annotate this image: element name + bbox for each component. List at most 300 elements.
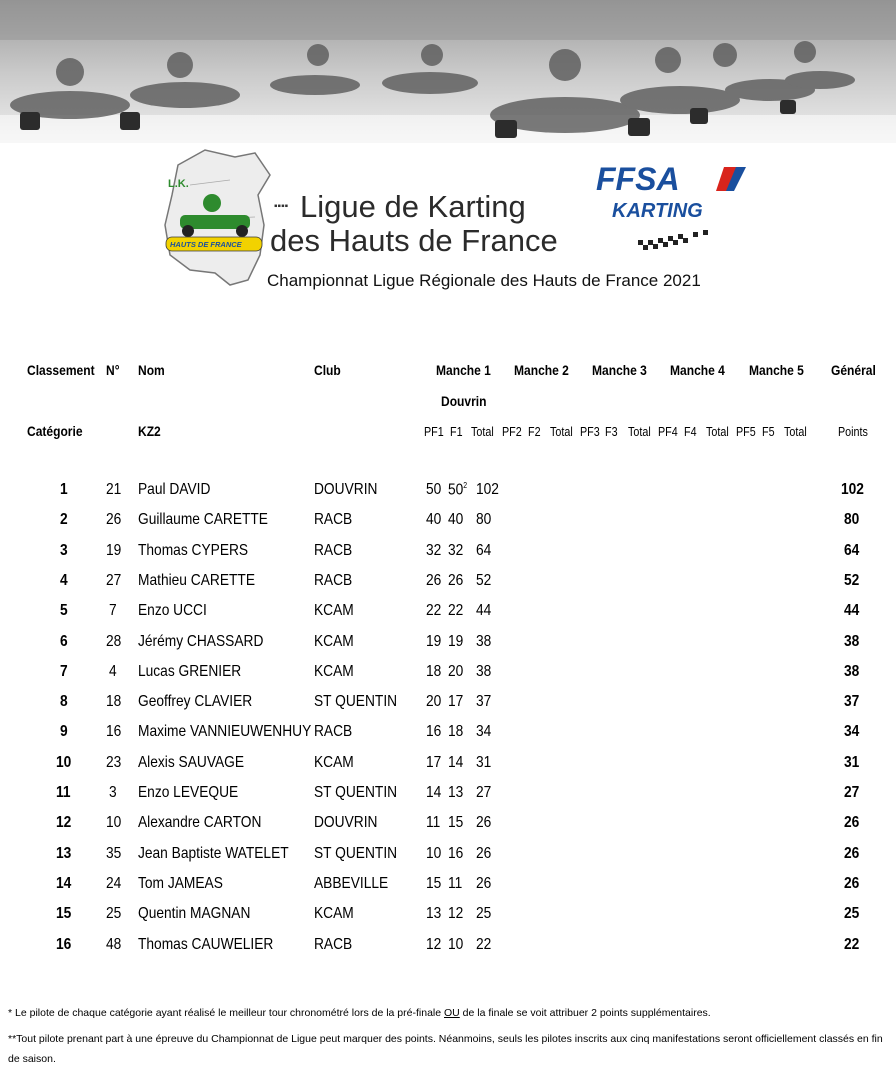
cell-total-value: 80 [476, 511, 492, 529]
cell-number-value: 18 [106, 693, 122, 711]
cell-pf1 [426, 663, 441, 681]
cell-total-value: 52 [476, 571, 492, 589]
cell-points-value: 80 [844, 511, 860, 529]
header-banner-photo [0, 0, 896, 143]
cell-rank [56, 936, 71, 954]
cell-points [844, 572, 859, 590]
cell-club-value: KCAM [314, 662, 354, 680]
cell-number [106, 845, 121, 863]
cell-pf1 [426, 936, 441, 954]
cell-rank-value: 14 [56, 874, 72, 892]
cell-total [476, 693, 491, 711]
cell-number [106, 875, 121, 893]
cell-rank [60, 511, 68, 529]
cell-pf1-value: 11 [426, 814, 441, 832]
cell-points [841, 481, 864, 499]
ffsa-text: FFSA [596, 161, 680, 197]
cell-number [106, 814, 121, 832]
cell-total [476, 572, 491, 590]
header-manche-2: Manche 2 [514, 362, 569, 378]
subcolumn-header: F1 [450, 425, 463, 439]
cell-number-value: 3 [109, 784, 117, 801]
cell-pf1 [426, 814, 440, 832]
cell-club [314, 633, 354, 651]
cell-points [844, 754, 859, 772]
cell-total-value: 22 [476, 935, 492, 953]
cell-pf1-value: 32 [426, 541, 442, 559]
header-manche-5: Manche 5 [749, 362, 804, 378]
cell-f1-value: 13 [448, 784, 464, 801]
cell-total [476, 905, 491, 923]
cell-total [476, 845, 491, 863]
cell-f1-value: 32 [448, 541, 464, 559]
cell-club-value: ST QUENTIN [314, 844, 398, 862]
cell-points-value: 44 [844, 602, 860, 620]
cell-number-value: 19 [106, 541, 122, 559]
cell-points [844, 814, 859, 832]
cell-number [109, 602, 117, 620]
cell-rank-value: 9 [60, 723, 68, 741]
cell-club-value: ABBEVILLE [314, 874, 389, 892]
cell-f1-value: 14 [448, 753, 464, 771]
cell-pf1 [426, 784, 441, 802]
cell-name [138, 542, 248, 560]
cell-f1 [448, 511, 463, 529]
cell-rank [56, 754, 71, 772]
cell-f1 [448, 572, 463, 590]
cell-pf1 [426, 572, 441, 590]
cell-f1 [448, 875, 462, 893]
cell-pf1-value: 50 [426, 481, 442, 498]
cell-name-value: Thomas CAUWELIER [138, 935, 274, 953]
cell-rank-value: 8 [60, 693, 68, 711]
ffsa-karting-text: KARTING [612, 200, 703, 222]
cell-f1-value: 26 [448, 571, 464, 589]
cell-name-value: Maxime VANNIEUWENHUY [138, 723, 312, 741]
cell-number [106, 542, 121, 560]
header-manche-1: Manche 1 [436, 362, 491, 378]
cell-total [476, 814, 491, 832]
cell-total [476, 663, 491, 681]
cell-rank [56, 905, 71, 923]
cell-rank [60, 693, 68, 711]
footnote-classification: **Tout pilote prenant part à une épreuve du Championnat de Ligue peut marquer des points. Néanmoins, seuls les pilotes inscrits aux cinq manifestations seront officiellement classés en fin de saison. [8, 1033, 883, 1065]
cell-number-value: 28 [106, 632, 122, 650]
cell-number [106, 936, 121, 954]
cell-pf1-value: 26 [426, 571, 442, 589]
cell-name-value: Geoffrey CLAVIER [138, 693, 253, 711]
cell-club [314, 875, 388, 893]
cell-pf1-value: 10 [426, 844, 442, 862]
cell-number-value: 23 [106, 753, 122, 771]
footnote-best-lap [8, 1003, 890, 1023]
cell-rank [60, 723, 68, 741]
header-manche-4: Manche 4 [670, 362, 725, 378]
subcolumn-header: F2 [528, 425, 541, 439]
header-general: Général [831, 362, 876, 378]
cell-name [138, 784, 238, 802]
cell-number [106, 723, 121, 741]
league-name-line1: Ligue de Karting [300, 189, 526, 224]
cell-f1-value: 11 [448, 874, 463, 892]
cell-f1-value: 10 [448, 935, 464, 953]
cell-rank [60, 542, 68, 560]
cell-points-value: 37 [844, 693, 860, 711]
cell-number [106, 905, 121, 923]
subcolumn-header: F5 [762, 425, 775, 439]
cell-f1 [448, 542, 463, 560]
cell-club-value: KCAM [314, 905, 354, 923]
cell-club [314, 723, 352, 741]
cell-number-value: 4 [109, 662, 117, 680]
cell-pf1 [426, 754, 441, 772]
cell-name-value: Jérémy CHASSARD [138, 632, 264, 650]
cell-pf1-value: 20 [426, 693, 442, 711]
cell-points [844, 905, 859, 923]
cell-pf1-value: 22 [426, 602, 442, 620]
cell-rank [60, 633, 68, 651]
cell-number [106, 511, 121, 529]
subcolumn-header: Total [550, 425, 573, 439]
cell-pf1 [426, 511, 441, 529]
cell-pf1-value: 19 [426, 632, 442, 650]
cell-total-value: 102 [476, 481, 499, 498]
cell-f1 [448, 602, 463, 620]
cell-f1 [448, 693, 463, 711]
cell-total-value: 26 [476, 814, 492, 832]
cell-pf1-value: 14 [426, 784, 442, 801]
cell-points [844, 845, 859, 863]
cell-rank-value: 2 [60, 511, 68, 529]
cell-rank-value: 7 [60, 662, 68, 680]
cell-f1-value: 15 [448, 814, 464, 832]
cell-club-value: DOUVRIN [314, 481, 378, 498]
header-nom: Nom [138, 362, 165, 378]
cell-f1 [448, 845, 463, 863]
cell-total [476, 542, 491, 560]
cell-number [109, 663, 117, 681]
cell-f1 [448, 481, 467, 499]
cell-name [138, 845, 289, 863]
cell-number-value: 25 [106, 905, 122, 923]
cell-total [476, 936, 491, 954]
cell-total [476, 481, 499, 499]
cell-f1 [448, 663, 463, 681]
footnote-best-lap-end: de la finale se voit attribuer 2 points supplémentaires. [459, 1007, 711, 1019]
cell-club [314, 754, 354, 772]
cell-rank-value: 5 [60, 602, 68, 620]
cell-points-value: 102 [841, 481, 864, 498]
cell-total [476, 633, 491, 651]
cell-club [314, 542, 352, 560]
cell-club [314, 845, 397, 863]
cell-rank-value: 16 [56, 935, 72, 953]
cell-name [138, 936, 273, 954]
cell-number [106, 633, 121, 651]
cell-total-value: 37 [476, 693, 492, 711]
cell-f1-value: 16 [448, 844, 464, 862]
championship-subtitle: Championnat Ligue Régionale des Hauts de France 2021 [267, 271, 701, 290]
cell-points [844, 784, 859, 802]
svg-text:▪▪▪▪: ▪▪▪▪ [274, 201, 289, 212]
cell-number-value: 26 [106, 511, 122, 529]
cell-name [138, 814, 261, 832]
header-club: Club [314, 362, 341, 378]
cell-pf1 [426, 633, 441, 651]
cell-points-value: 64 [844, 541, 860, 559]
cell-pf1 [426, 542, 441, 560]
cell-club [314, 602, 354, 620]
subcolumn-header: F4 [684, 425, 697, 439]
karts-scene-graphic [0, 0, 896, 143]
cell-club [314, 936, 352, 954]
cell-points-value: 26 [844, 814, 860, 832]
cell-points [844, 875, 859, 893]
cell-number-value: 24 [106, 874, 122, 892]
cell-pf1 [426, 602, 441, 620]
cell-points-value: 25 [844, 905, 860, 923]
cell-number-value: 21 [106, 481, 122, 498]
subcolumn-header: PF3 [580, 425, 600, 439]
cell-number-value: 16 [106, 723, 122, 741]
cell-f1 [448, 754, 463, 772]
cell-total [476, 511, 491, 529]
cell-name [138, 572, 255, 590]
cell-points-value: 38 [844, 632, 860, 650]
cell-points-value: 38 [844, 662, 860, 680]
cell-name-value: Paul DAVID [138, 481, 211, 498]
cell-number-value: 35 [106, 844, 122, 862]
cell-total [476, 723, 491, 741]
cell-pf1 [426, 693, 441, 711]
cell-rank-value: 13 [56, 844, 72, 862]
cell-rank [60, 481, 68, 499]
cell-name-value: Enzo UCCI [138, 602, 207, 620]
cell-rank [56, 814, 71, 832]
cell-f1-value: 19 [448, 632, 464, 650]
cell-rank-value: 10 [56, 753, 72, 771]
cell-points-value: 34 [844, 723, 860, 741]
cell-name-value: Mathieu CARETTE [138, 571, 256, 589]
subcolumn-header: PF4 [658, 425, 678, 439]
cell-name-value: Thomas CYPERS [138, 541, 249, 559]
cell-total-value: 27 [476, 784, 492, 801]
cell-name-value: Enzo LEVEQUE [138, 784, 239, 801]
cell-total-value: 44 [476, 602, 492, 620]
cell-total [476, 602, 491, 620]
cell-pf1 [426, 875, 441, 893]
cell-total [476, 754, 491, 772]
cell-f1-value: 40 [448, 511, 464, 529]
footnote-best-lap-ou: OU [444, 1007, 460, 1019]
cell-f1-value: 20 [448, 662, 464, 680]
cell-club-value: ST QUENTIN [314, 693, 398, 711]
cell-total-value: 26 [476, 844, 492, 862]
cell-pf1-value: 16 [426, 723, 442, 741]
cell-f1 [448, 723, 463, 741]
cell-number [106, 572, 121, 590]
cell-total [476, 875, 491, 893]
lk-ribbon: HAUTS DE FRANCE [170, 240, 242, 249]
cell-pf1-value: 40 [426, 511, 442, 529]
cell-club-value: RACB [314, 571, 353, 589]
cell-pf1-value: 13 [426, 905, 442, 923]
cell-points-value: 26 [844, 874, 860, 892]
cell-name [138, 875, 223, 893]
cell-f1 [448, 936, 463, 954]
cell-rank [60, 602, 68, 620]
cell-f1 [448, 784, 463, 802]
cell-f1-value: 50 [448, 481, 464, 499]
cell-name [138, 754, 244, 772]
cell-points [844, 542, 859, 560]
cell-pf1-value: 18 [426, 662, 442, 680]
subcolumn-header: PF1 [424, 425, 444, 439]
cell-rank-value: 4 [60, 571, 68, 589]
header-points: Points [838, 425, 868, 439]
cell-name-value: Quentin MAGNAN [138, 905, 251, 923]
cell-points [844, 936, 859, 954]
cell-number [106, 754, 121, 772]
cell-total-value: 31 [476, 753, 492, 771]
cell-f1-value: 22 [448, 602, 464, 620]
cell-points [844, 663, 859, 681]
footnote-best-lap-start: * Le pilote de chaque catégorie ayant réalisé le meilleur tour chronométré lors de la pré-finale [8, 1007, 444, 1019]
lk-initials: L.K. [168, 178, 189, 190]
subcolumn-header: Total [628, 425, 651, 439]
cell-total-value: 64 [476, 541, 492, 559]
cell-pf1 [426, 845, 441, 863]
header-classement: Classement [27, 362, 95, 378]
cell-club [314, 784, 397, 802]
cell-club-value: KCAM [314, 632, 354, 650]
cell-number-value: 48 [106, 935, 122, 953]
subcolumn-header: PF2 [502, 425, 522, 439]
cell-points-value: 31 [844, 753, 860, 771]
cell-total [476, 784, 491, 802]
cell-f1-value: 18 [448, 723, 464, 741]
cell-pf1-value: 12 [426, 935, 442, 953]
cell-name [138, 663, 241, 681]
cell-total-value: 38 [476, 662, 492, 680]
cell-total-value: 38 [476, 632, 492, 650]
cell-club [314, 572, 352, 590]
cell-f1 [448, 814, 463, 832]
cell-name-value: Tom JAMEAS [138, 874, 223, 892]
cell-club [314, 511, 352, 529]
cell-club-value: KCAM [314, 602, 354, 620]
cell-number [106, 481, 121, 499]
cell-rank [60, 663, 68, 681]
cell-points [844, 723, 859, 741]
cell-rank-value: 1 [60, 481, 68, 498]
manche-1-location: Douvrin [441, 393, 487, 409]
cell-f1-value: 17 [448, 693, 464, 711]
cell-name [138, 905, 250, 923]
header-manche-3: Manche 3 [592, 362, 647, 378]
cell-number [109, 784, 117, 802]
cell-rank [56, 875, 71, 893]
cell-club [314, 693, 397, 711]
cell-number-value: 10 [106, 814, 122, 832]
cell-club [314, 905, 354, 923]
cell-name [138, 693, 252, 711]
subcolumn-header: Total [784, 425, 807, 439]
cell-club-value: KCAM [314, 753, 354, 771]
header-categorie: Catégorie [27, 423, 83, 439]
header-numero: N° [106, 362, 120, 378]
cell-points [844, 511, 859, 529]
cell-name [138, 481, 210, 499]
cell-number [106, 693, 121, 711]
subcolumn-header: Total [706, 425, 729, 439]
cell-club [314, 663, 354, 681]
cell-name [138, 723, 311, 741]
cell-name-value: Alexis SAUVAGE [138, 753, 245, 771]
cell-pf1 [426, 905, 441, 923]
cell-pf1-value: 17 [426, 753, 442, 771]
cell-points-value: 52 [844, 571, 860, 589]
cell-number-value: 7 [109, 602, 117, 620]
cell-club-value: ST QUENTIN [314, 784, 398, 801]
cell-rank-value: 6 [60, 632, 68, 650]
cell-points [844, 602, 859, 620]
league-name-line2: des Hauts de France [270, 223, 558, 258]
cell-number-value: 27 [106, 571, 122, 589]
cell-rank-value: 11 [56, 784, 71, 801]
cell-points-value: 22 [844, 935, 860, 953]
cell-club-value: DOUVRIN [314, 814, 378, 832]
cell-points [844, 633, 859, 651]
cell-name-value: Jean Baptiste WATELET [138, 844, 289, 862]
cell-rank [56, 784, 71, 802]
cell-name-value: Lucas GRENIER [138, 662, 242, 680]
cell-rank-value: 15 [56, 905, 72, 923]
subcolumn-header: F3 [605, 425, 618, 439]
cell-name [138, 602, 207, 620]
cell-rank-value: 3 [60, 541, 68, 559]
bonus-point-marker: 2 [463, 481, 468, 490]
cell-club [314, 814, 377, 832]
cell-pf1 [426, 481, 441, 499]
subcolumn-header: PF5 [736, 425, 756, 439]
cell-club-value: RACB [314, 935, 353, 953]
cell-rank-value: 12 [56, 814, 72, 832]
cell-points-value: 26 [844, 844, 860, 862]
cell-rank [60, 572, 68, 590]
cell-club-value: RACB [314, 541, 353, 559]
cell-total-value: 26 [476, 874, 492, 892]
cell-club-value: RACB [314, 723, 353, 741]
cell-points [844, 693, 859, 711]
category-name: KZ2 [138, 423, 161, 439]
cell-pf1 [426, 723, 441, 741]
cell-f1-value: 12 [448, 905, 464, 923]
subcolumn-header: Total [471, 425, 494, 439]
cell-f1 [448, 633, 463, 651]
cell-points-value: 27 [844, 784, 860, 801]
cell-pf1-value: 15 [426, 874, 442, 892]
cell-club [314, 481, 377, 499]
cell-f1 [448, 905, 463, 923]
cell-name [138, 633, 263, 651]
cell-club-value: RACB [314, 511, 353, 529]
cell-total-value: 34 [476, 723, 492, 741]
cell-name [138, 511, 268, 529]
cell-name-value: Guillaume CARETTE [138, 511, 268, 529]
cell-name-value: Alexandre CARTON [138, 814, 262, 832]
cell-rank [56, 845, 71, 863]
